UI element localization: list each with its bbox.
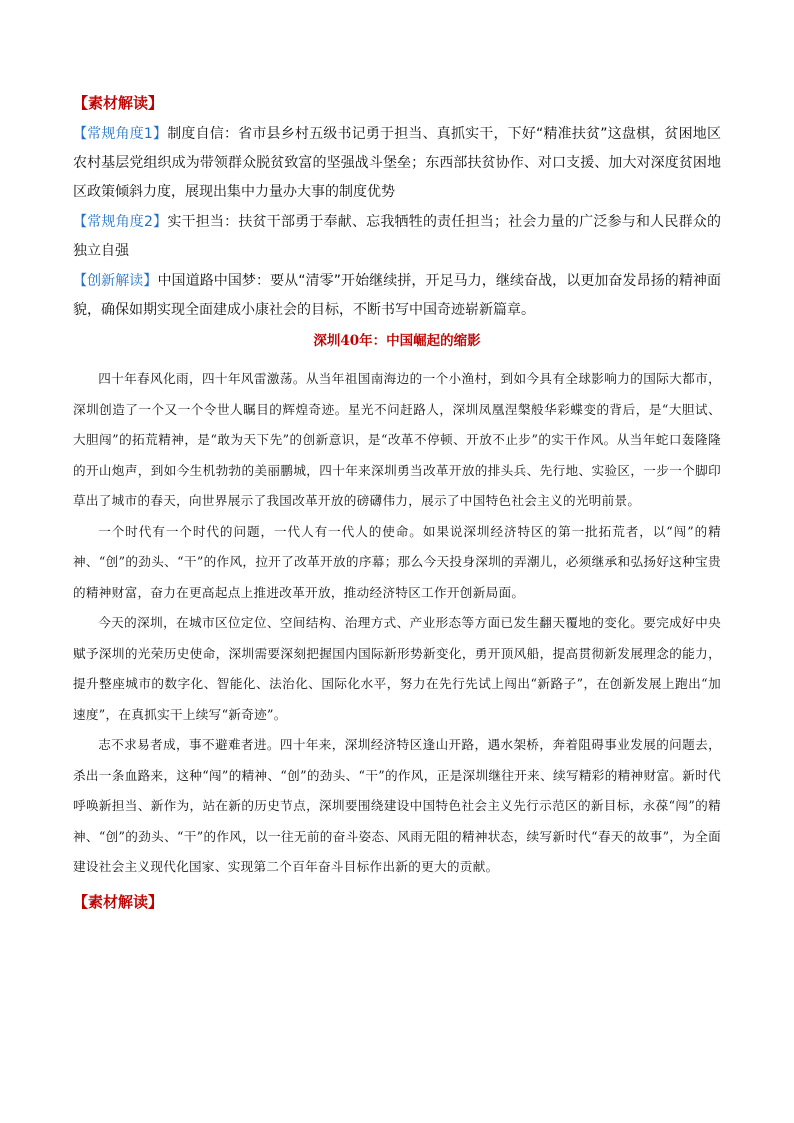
- section-heading-material-interpretation: 【素材解读】: [73, 94, 164, 112]
- innovation-text: 中国道路中国梦：要从“清零”开始继续拼，开足马力，继续奋战，以更加奋发昂扬的精神面貌，确保如期实现全面建成小康社会的目标，不断书写中国奇迹崭新篇章。: [73, 273, 722, 318]
- angle-text-1: 制度自信：省市县乡村五级书记勇于担当、真抓实干，下好“精准扶贫”这盘棋，贫困地区农村基层党组织成为带领群众脱贫致富的坚强战斗堡垒；东西部扶贫协作、对口支援、加大对深度贫困地区政策倾斜力度，展现出集中力量办大事的制度优势: [73, 126, 721, 200]
- article-paragraph-2: 一个时代有一个时代的问题，一代人有一代人的使命。如果说深圳经济特区的第一批拓荒者，以“闯”的精神、“创”的劲头、“干”的作风，拉开了改革开放的序幕；那么今天投身深圳的弄潮儿，必须继承和弘扬好这种宝贵的精神财富，奋力在更高起点上推进改革开放，推动经济特区工作开创新局面。: [73, 523, 721, 600]
- angle-paragraph-1: [73, 120, 721, 207]
- article-title: 深圳40年：中国崛起的缩影: [313, 333, 481, 349]
- angle-paragraph-2: [73, 208, 721, 266]
- angle-text-2: 实干担当：扶贫干部勇于奉献、忘我牺牲的责任担当；社会力量的广泛参与和人民群众的独立自强: [73, 214, 721, 259]
- angle-tag-2: 【常规角度2】: [73, 214, 168, 230]
- article-paragraph-1: 四十年春风化雨，四十年风雷激荡。从当年祖国南海边的一个小渔村，到如今具有全球影响力的国际大都市，深圳创造了一个又一个令世人瞩目的辉煌奇迹。星光不问赶路人，深圳凤凰涅槃般华彩蝶变的背后，是“大胆试、大胆闯”的拓荒精神，是“敢为天下先”的创新意识，是“改革不停顿、开放不止步”的实干作风。从当年蛇口轰隆隆的开山炮声，到如今生机勃勃的美丽鹏城，四十年来深圳勇当改革开放的排头兵、先行地、实验区，一步一个脚印草出了城市的春天，向世界展示了我国改革开放的磅礴伟力，展示了中国特色社会主义的光明前景。: [73, 371, 721, 508]
- article-paragraph-4: 志不求易者成，事不避难者进。四十年来，深圳经济特区逢山开路，遇水架桥，奔着阻碍事业发展的问题去，杀出一条血路来，这种“闯”的精神、“创”的劲头、“干”的作风，正是深圳继往开来、续写精彩的精神财富。新时代呼唤新担当、新作为，站在新的历史节点，深圳要围绕建设中国特色社会主义先行示范区的新目标，永葆“闯”的精神、“创”的劲头、“干”的作风，以一往无前的奋斗姿态、风雨无阻的精神状态，续写新时代“春天的故事”，为全面建设社会主义现代化国家、实现第二个百年奋斗目标作出新的更大的贡献。: [73, 737, 721, 874]
- innovation-paragraph: [73, 267, 721, 325]
- document-page: [73, 92, 721, 919]
- article-paragraph-3: 今天的深圳，在城市区位定位、空间结构、治理方式、产业形态等方面已发生翻天覆地的变化。要完成好中央赋予深圳的光荣历史使命，深圳需要深刻把握国内国际新形势新变化，勇开顶风船，提高贯彻新发展理念的能力，提升整座城市的数字化、智能化、法治化、国际化水平，努力在先行先试上闯出“新路子”，在创新发展上跑出“加速度”，在真抓实干上续写“新奇迹”。: [73, 615, 721, 722]
- innovation-tag: 【创新解读】: [73, 273, 158, 289]
- section-heading-material-interpretation-2: 【素材解读】: [73, 892, 164, 911]
- angle-tag-1: 【常规角度1】: [73, 126, 168, 142]
